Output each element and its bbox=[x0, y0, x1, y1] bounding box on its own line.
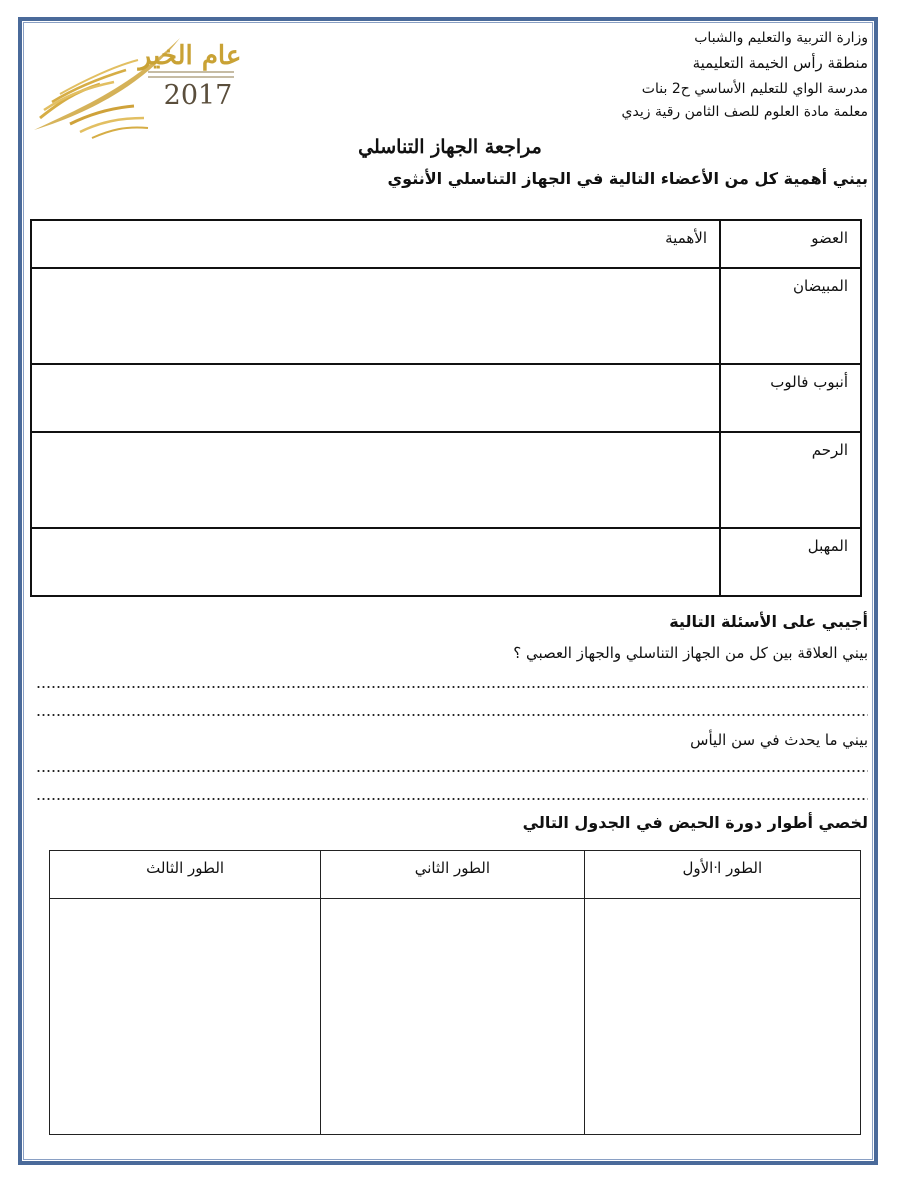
question-1: بيني العلاقة بين كل من الجهاز التناسلي والجهاز العصبي ؟ bbox=[513, 644, 868, 662]
organ-name: الرحم bbox=[720, 432, 861, 528]
table-header-row bbox=[31, 220, 861, 268]
logo-year: 2017 bbox=[163, 80, 233, 111]
questions-heading: أجيبي على الأسئلة التالية bbox=[669, 612, 868, 631]
table-row bbox=[31, 432, 861, 528]
importance-answer-cell[interactable] bbox=[31, 432, 720, 528]
phase-answer-cell[interactable] bbox=[584, 899, 860, 1135]
organ-name: المبيضان bbox=[720, 268, 861, 364]
phase-header: الطور اᐧالأول bbox=[584, 851, 860, 899]
phase-answer-cell[interactable] bbox=[50, 899, 321, 1135]
answer-line[interactable] bbox=[36, 798, 868, 800]
answer-line[interactable] bbox=[36, 714, 868, 716]
year-of-giving-logo bbox=[30, 22, 242, 142]
importance-answer-cell[interactable] bbox=[31, 364, 720, 432]
page-title: مراجعة الجهاز التناسلي bbox=[358, 136, 542, 158]
phase-header: الطور الثاني bbox=[321, 851, 584, 899]
table-row bbox=[31, 528, 861, 596]
menstrual-phases-table bbox=[49, 850, 861, 1135]
answer-line[interactable] bbox=[36, 770, 868, 772]
table-row bbox=[31, 268, 861, 364]
summary-heading: لخصي أطوار دورة الحيض في الجدول التالي bbox=[522, 813, 868, 832]
importance-column-header: الأهمية bbox=[31, 220, 720, 268]
header-ministry: وزارة التربية والتعليم والشباب bbox=[694, 30, 868, 46]
organ-task-instruction: بيني أهمية كل من الأعضاء التالية في الجهاز التناسلي الأنثوي bbox=[387, 169, 868, 188]
logo-wordmark: عام الخير bbox=[138, 41, 242, 71]
organ-name: أنبوب فالوب bbox=[720, 364, 861, 432]
header-school: مدرسة الواي للتعليم الأساسي ح2 بنات bbox=[641, 81, 868, 97]
phase-answer-cell[interactable] bbox=[321, 899, 584, 1135]
importance-answer-cell[interactable] bbox=[31, 268, 720, 364]
organ-column-header: العضو bbox=[720, 220, 861, 268]
organ-importance-table bbox=[30, 219, 862, 597]
importance-answer-cell[interactable] bbox=[31, 528, 720, 596]
table-row bbox=[50, 899, 861, 1135]
header-teacher: معلمة مادة العلوم للصف الثامن رقية زيدي bbox=[621, 104, 868, 120]
table-row bbox=[31, 364, 861, 432]
question-2: بيني ما يحدث في سن اليأس bbox=[690, 731, 868, 749]
organ-name: المهبل bbox=[720, 528, 861, 596]
phase-header: الطور الثالث bbox=[50, 851, 321, 899]
answer-line[interactable] bbox=[36, 686, 868, 688]
header-zone: منطقة رأس الخيمة التعليمية bbox=[692, 54, 868, 72]
table-header-row bbox=[50, 851, 861, 899]
